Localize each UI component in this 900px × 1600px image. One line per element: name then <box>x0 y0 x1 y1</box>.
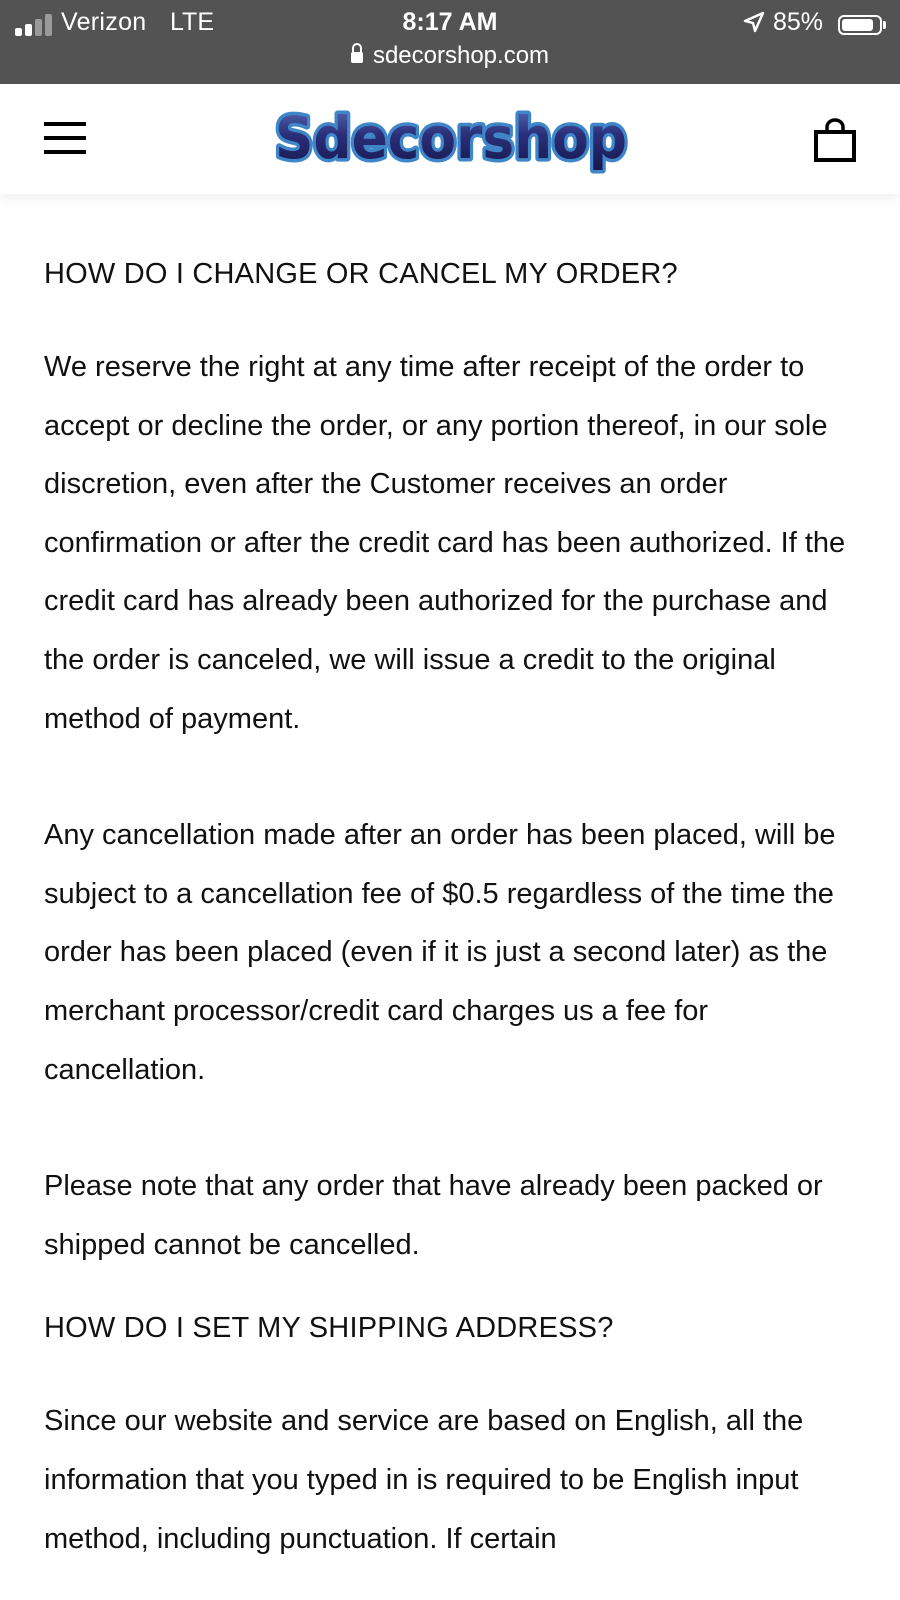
status-time: 8:17 AM <box>402 8 498 36</box>
battery-percent: 85% <box>773 8 824 36</box>
faq-paragraph: Since our website and service are based on English, all the information that you typed in is required to be English input method, including punctuation. If certain <box>44 1405 804 1555</box>
network-type: LTE <box>170 8 214 36</box>
address-bar[interactable] <box>0 42 900 70</box>
faq-heading-cancel-order: HOW DO I CHANGE OR CANCEL MY ORDER? <box>44 258 678 290</box>
status-bar <box>0 0 900 84</box>
battery-icon <box>838 15 882 35</box>
logo-text: Sdecorshop <box>275 104 627 172</box>
shopping-bag-icon[interactable] <box>814 118 856 162</box>
faq-paragraph: We reserve the right at any time after receipt of the order to accept or decline the order, or any portion thereof, in our sole discretion, even after the Customer receives an order confirmation or after the credit card has been authorized. If the credit card has already been authorized for the purchase and the order is canceled, we will issue a credit to the original method of payment. <box>44 351 846 735</box>
battery-fill <box>842 19 873 31</box>
status-row <box>0 6 900 42</box>
site-logo[interactable] <box>268 100 634 178</box>
hamburger-menu-icon[interactable] <box>44 122 86 156</box>
faq-heading-shipping-address: HOW DO I SET MY SHIPPING ADDRESS? <box>44 1312 614 1345</box>
faq-paragraph: Any cancellation made after an order has been placed, will be subject to a cancellation fee of $0.5 regardless of the time the order has been placed (even if it is just a second later) as the merchant processor/credit card charges us a fee for cancellation. <box>44 819 836 1086</box>
site-header <box>0 84 900 194</box>
carrier-name: Verizon <box>61 8 147 36</box>
battery-nub <box>883 21 886 29</box>
faq-content <box>44 236 864 1568</box>
url-text: sdecorshop.com <box>372 42 550 69</box>
lock-icon <box>351 48 363 64</box>
location-arrow-icon <box>742 10 766 34</box>
faq-paragraph: Please note that any order that have already been packed or shipped cannot be cancelled. <box>44 1170 823 1261</box>
